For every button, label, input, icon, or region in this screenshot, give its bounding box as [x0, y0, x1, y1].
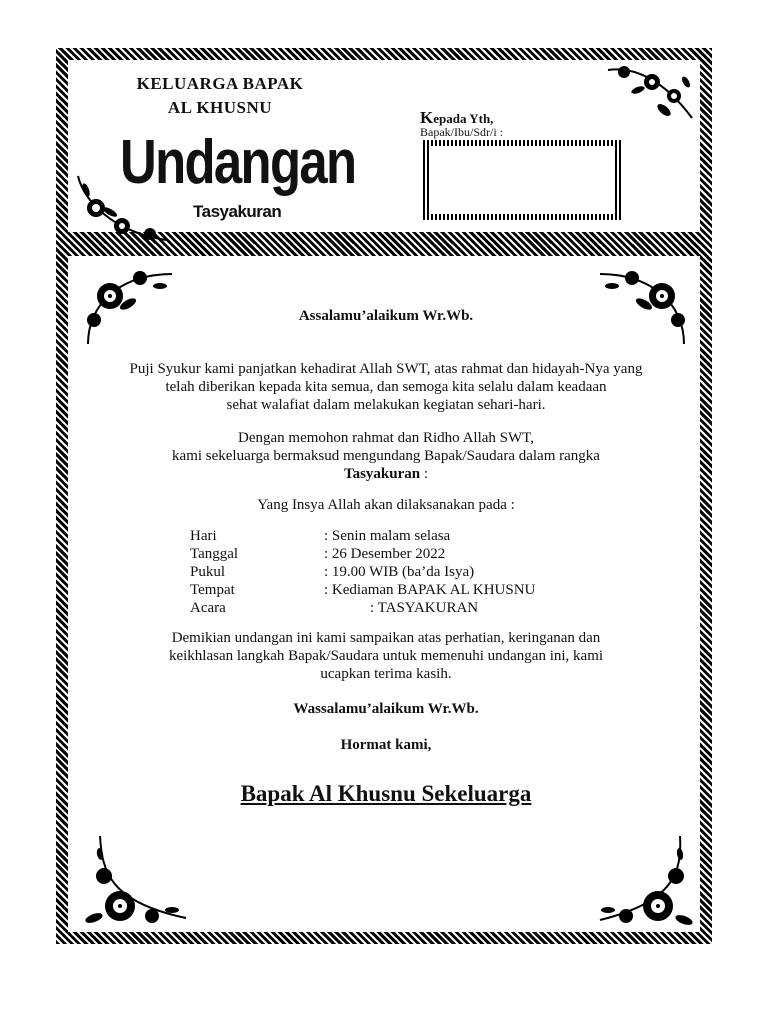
farewell: Wassalamu’alaikum Wr.Wb.: [293, 701, 479, 717]
paragraph-gratitude-line-3: sehat walafiat dalam melakukan kegiatan sehari-hari.: [226, 397, 546, 413]
paragraph-gratitude: [70, 360, 702, 414]
signature: Bapak Al Khusnu Sekeluarga: [240, 781, 532, 806]
paragraph-closing-line-2: keikhlasan langkah Bapak/Saudara untuk memenuhi undangan ini, kami: [168, 648, 604, 664]
flower-ornament-inner-top-left-icon: [80, 264, 176, 348]
paragraph-invitation-line-1: Dengan memohon rahmat dan Ridho Allah SWT,: [238, 430, 534, 446]
schedule-intro: Yang Insya Allah akan dilaksanakan pada :: [257, 497, 515, 513]
detail-row-place: [190, 581, 535, 599]
detail-row-date: [190, 545, 535, 563]
flower-ornament-inner-top-right-icon: [596, 264, 692, 348]
detail-row-event: [190, 599, 535, 617]
detail-label: Tempat: [190, 582, 235, 598]
detail-value: : 19.00 WIB (ba’da Isya): [324, 564, 475, 580]
detail-value: : 26 Desember 2022: [324, 546, 446, 562]
flower-ornament-top-left-icon: [74, 172, 170, 244]
paragraph-invitation-line-2: kami sekeluarga bermaksud mengundang Bapak/Saudara dalam rangka: [172, 448, 600, 464]
flower-ornament-bottom-left-icon: [80, 832, 190, 936]
paragraph-gratitude-line-1: Puji Syukur kami panjatkan kehadirat Allah SWT, atas rahmat dan hidayah-Nya yang: [129, 361, 643, 377]
family-line-2: AL KHUSNU: [167, 98, 273, 117]
paragraph-gratitude-line-2: telah diberikan kepada kita semua, dan semoga kita selalu dalam keadaan: [165, 379, 607, 395]
family-name: [110, 72, 330, 120]
event-name: Tasyakuran: [343, 466, 421, 482]
family-line-1: KELUARGA BAPAK: [136, 74, 304, 93]
detail-label: Hari: [190, 528, 217, 544]
detail-row-day: [190, 527, 535, 545]
event-details: [190, 527, 535, 617]
event-colon: :: [420, 466, 429, 482]
invitation-subtitle: Tasyakuran: [193, 202, 282, 221]
paragraph-invitation-line-3: [70, 465, 702, 483]
paragraph-closing-line-3: ucapkan terima kasih.: [320, 666, 452, 682]
recipient-address-box[interactable]: [423, 140, 621, 220]
detail-label: Tanggal: [190, 546, 239, 562]
recipient-label: Bapak/Ibu/Sdr/i :: [420, 125, 503, 139]
flower-ornament-bottom-right-icon: [596, 832, 696, 936]
detail-value: : TASYAKURAN: [370, 600, 479, 616]
invitation-title: Undangan: [120, 128, 356, 197]
paragraph-closing: [70, 629, 702, 683]
detail-label: Acara: [190, 600, 226, 616]
paragraph-closing-line-1: Demikian undangan ini kami sampaikan atas perhatian, keringanan dan: [171, 630, 601, 646]
detail-value: : Kediaman BAPAK AL KHUSNU: [324, 582, 536, 598]
regards: Hormat kami,: [340, 737, 432, 753]
recipient-heading-initial: K: [420, 108, 434, 127]
paragraph-invitation: [70, 429, 702, 483]
detail-value: : Senin malam selasa: [324, 528, 451, 544]
detail-label: Pukul: [190, 564, 226, 580]
recipient-heading-rest: epada Yth,: [433, 111, 494, 126]
flower-ornament-top-right-icon: [604, 62, 696, 124]
greeting: Assalamu’alaikum Wr.Wb.: [298, 308, 474, 324]
detail-row-time: [190, 563, 535, 581]
